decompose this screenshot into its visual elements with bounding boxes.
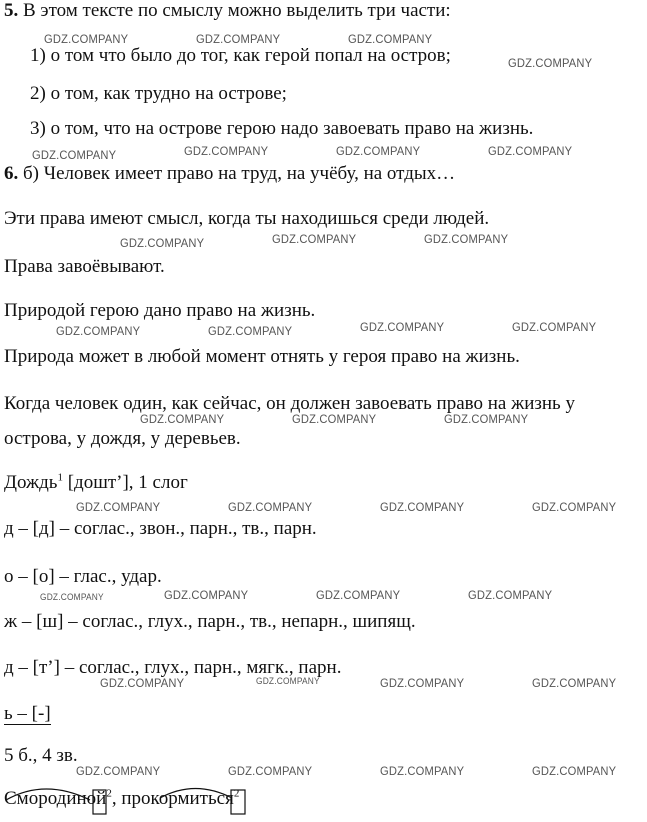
watermark: GDZ.COMPANY [424,232,509,246]
phonetic-soft-sign-row [4,703,51,725]
task5-number: 5. [4,0,19,21]
watermark: GDZ.COMPANY [532,764,617,778]
task5-heading-text: В этом тексте по смыслу можно выделить три части: [18,0,451,21]
task6-paragraph-4: Природа может в любой момент отнять у героя право на жизнь. [4,346,520,367]
morphemic-word-2-superscript: 2 [233,787,240,800]
watermark: GDZ.COMPANY [228,764,313,778]
task6-heading [4,163,455,185]
watermark: GDZ.COMPANY [292,412,377,426]
watermark: GDZ.COMPANY [508,56,593,70]
soft-sign-sound: [-] [31,703,51,724]
watermark: GDZ.COMPANY [164,588,249,602]
morphemic-word-1-superscript: 2 [106,787,112,800]
morphemic-word-1 [4,788,106,809]
watermark: GDZ.COMPANY [468,588,553,602]
phonetic-row-4: д – [т’] – соглас., глух., парн., мягк., парн. [4,657,342,678]
watermark: GDZ.COMPANY [488,144,573,158]
watermark: GDZ.COMPANY [360,320,445,334]
task6-number: 6. [4,163,19,184]
task6-paragraph-3: Природой герою дано право на жизнь. [4,300,316,321]
task5-part-3: 3) о том, что на острове герою надо завоевать право на жизнь. [30,118,534,139]
phonetic-row-3: ж – [ш] – соглас., глух., парн., тв., непарн., шипящ. [4,611,416,632]
watermark: GDZ.COMPANY [272,232,357,246]
morphemic-word-1-text: Смородиной [4,788,107,809]
watermark: GDZ.COMPANY [76,764,161,778]
watermark: GDZ.COMPANY [380,764,465,778]
watermark: GDZ.COMPANY [100,676,185,690]
watermark: GDZ.COMPANY [120,236,205,250]
watermark: GDZ.COMPANY [140,412,225,426]
morphemic-word-2-text: прокормиться [121,788,234,809]
watermark: GDZ.COMPANY [348,32,433,46]
morphemic-separator: , [111,788,122,809]
soft-sign-letter: ь – [4,703,32,724]
watermark: GDZ.COMPANY [208,324,293,338]
phonetic-word: Дождь [4,472,58,493]
phonetic-row-2: о – [о] – глас., удар. [4,566,162,587]
task5-heading [4,0,451,22]
watermark: GDZ.COMPANY [256,676,320,686]
task6-paragraph-5: Когда человек один, как сейчас, он должен завоевать право на жизнь у [4,393,575,414]
watermark: GDZ.COMPANY [380,676,465,690]
watermark: GDZ.COMPANY [184,144,269,158]
watermark: GDZ.COMPANY [228,500,313,514]
watermark: GDZ.COMPANY [40,592,104,602]
watermark: GDZ.COMPANY [196,32,281,46]
watermark: GDZ.COMPANY [44,32,129,46]
task6-paragraph-2: Права завоёвывают. [4,256,165,277]
task6-paragraph-6: острова, у дождя, у деревьев. [4,428,241,449]
phonetic-transcription: [дошт’], 1 слог [62,472,188,493]
watermark: GDZ.COMPANY [512,320,597,334]
watermark: GDZ.COMPANY [32,148,117,162]
phonetic-summary: 5 б., 4 зв. [4,745,78,766]
morphemic-line [4,788,239,810]
task6-intro: б) Человек имеет право на труд, на учёбу, на отдых… [18,163,456,184]
phonetic-word-line [4,472,188,494]
watermark: GDZ.COMPANY [336,144,421,158]
task5-part-1: 1) о том что было до тог, как герой попал на остров; [30,45,451,66]
watermark: GDZ.COMPANY [532,500,617,514]
task5-part-2: 2) о том, как трудно на острове; [30,83,287,104]
watermark: GDZ.COMPANY [532,676,617,690]
task6-paragraph-1: Эти права имеют смысл, когда ты находишься среди людей. [4,208,490,229]
watermark: GDZ.COMPANY [56,324,141,338]
watermark: GDZ.COMPANY [380,500,465,514]
watermark: GDZ.COMPANY [76,500,161,514]
phonetic-word-superscript: 1 [57,471,63,484]
phonetic-row-1: д – [д] – соглас., звон., парн., тв., парн. [4,518,317,539]
watermark: GDZ.COMPANY [316,588,401,602]
watermark: GDZ.COMPANY [444,412,529,426]
